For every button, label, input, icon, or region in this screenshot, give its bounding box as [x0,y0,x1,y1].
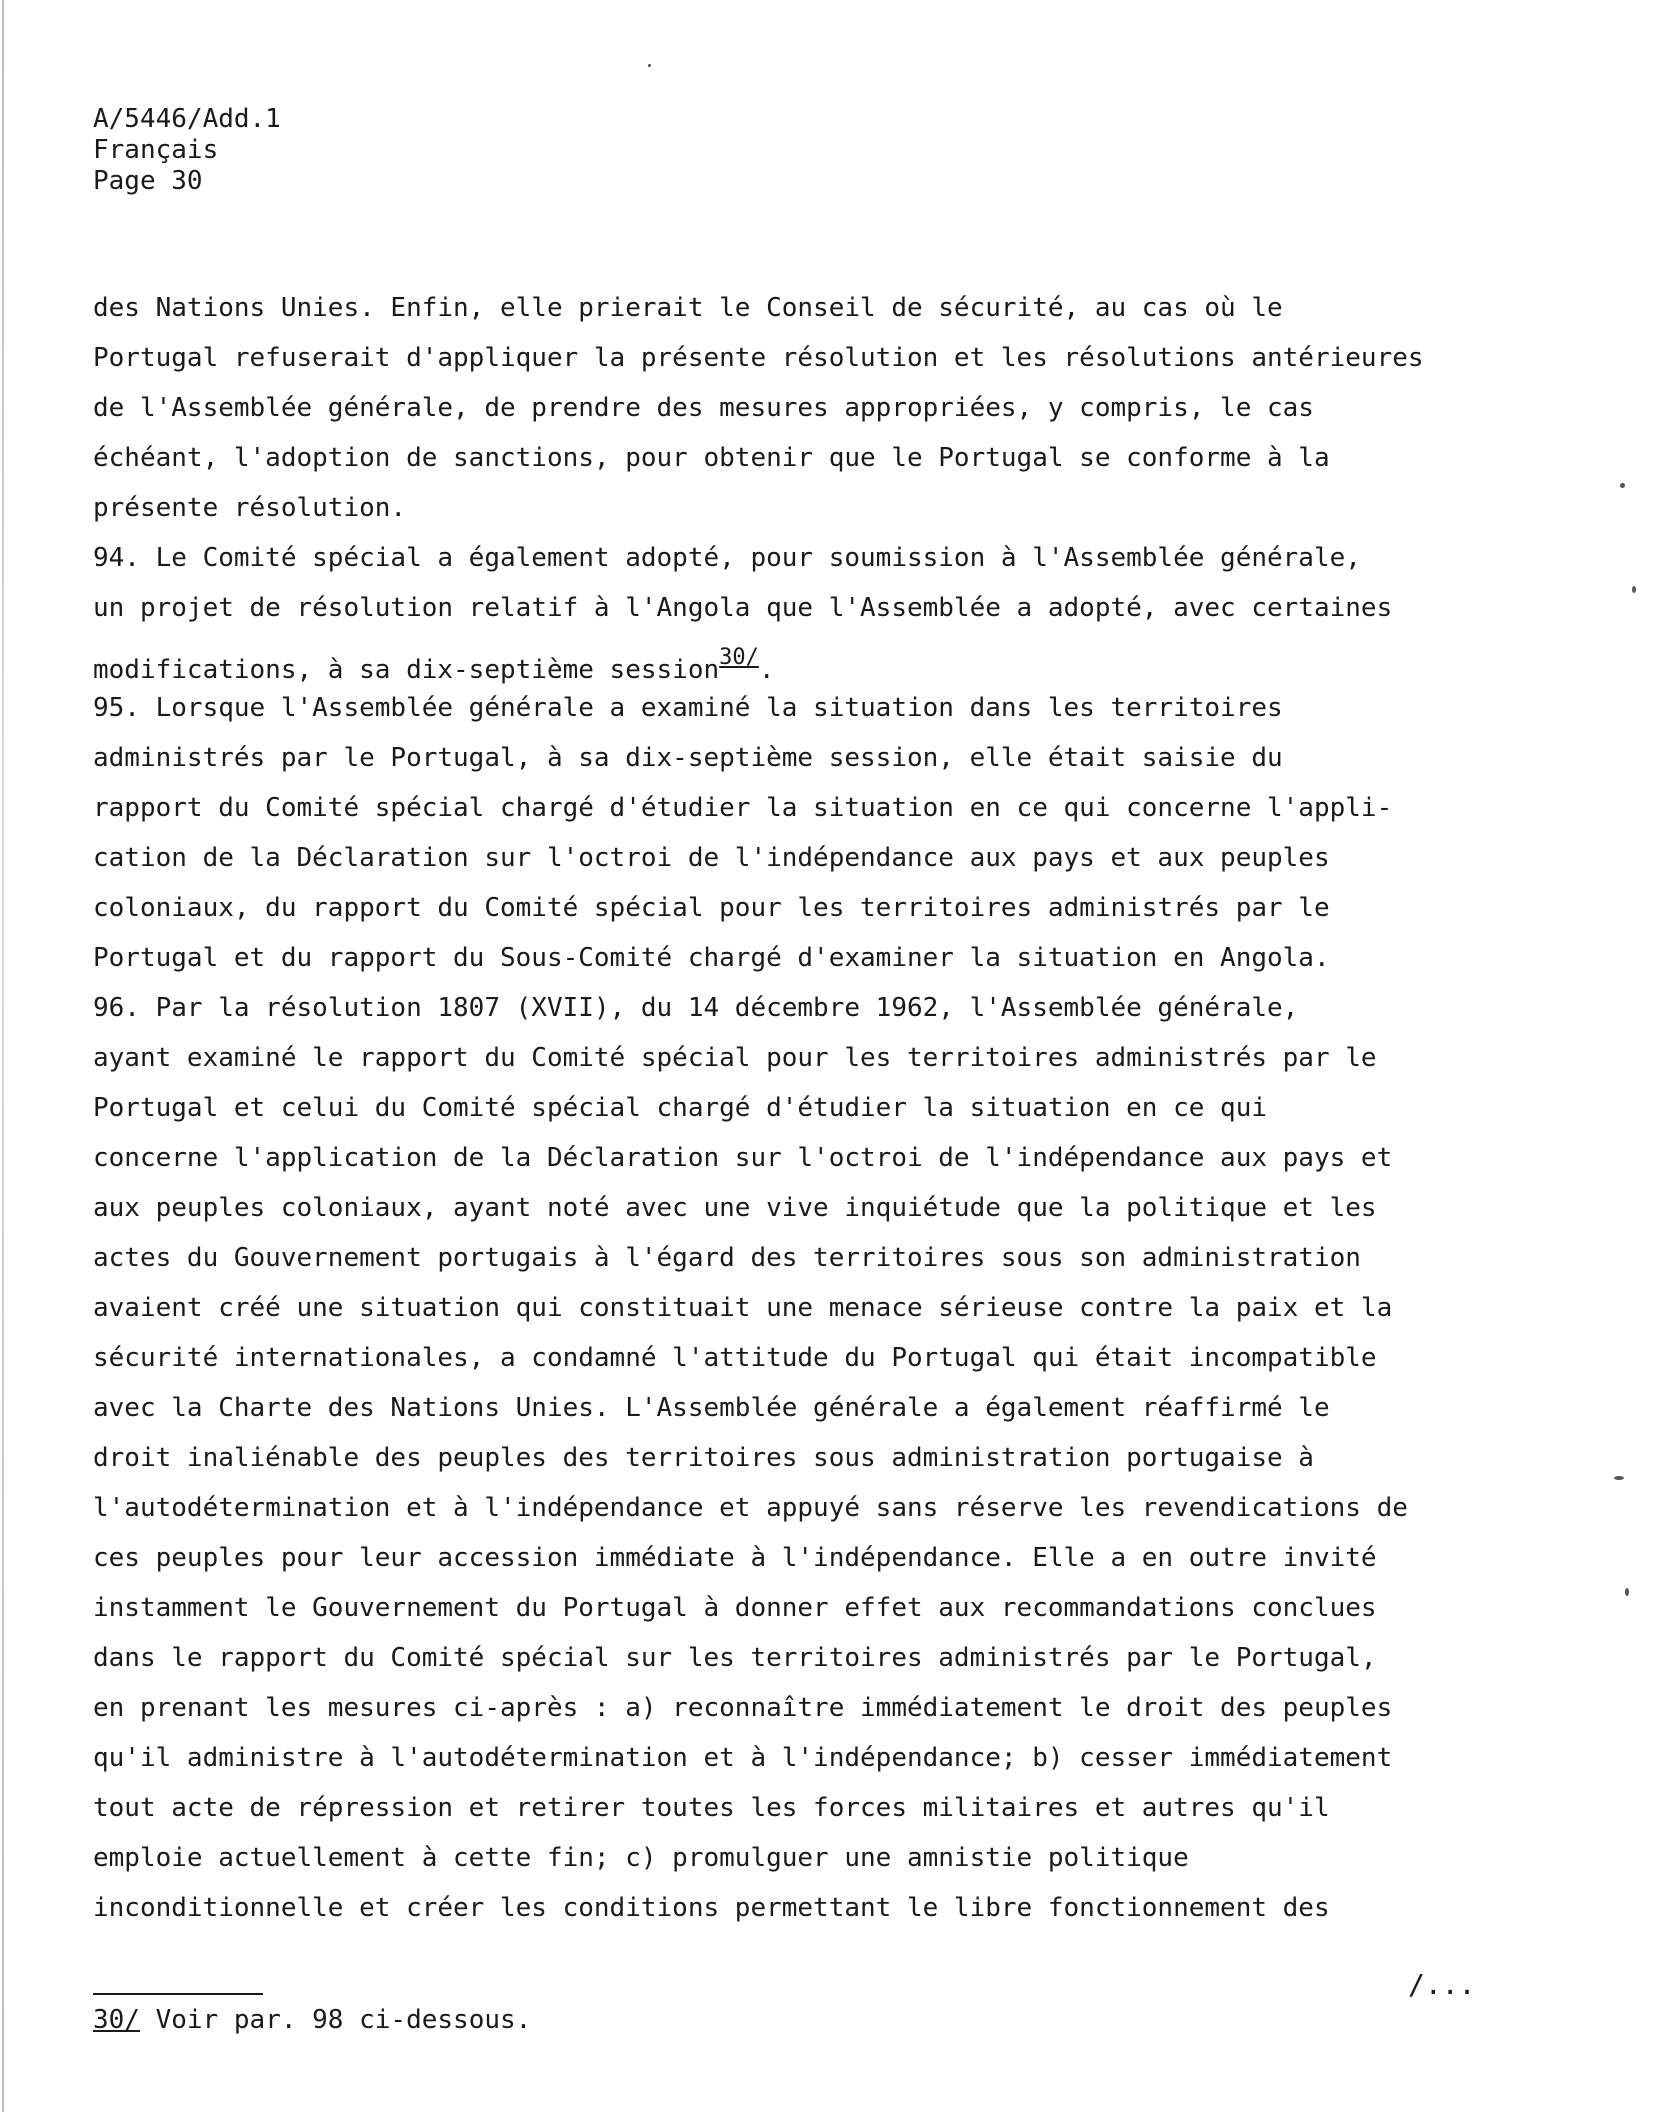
scan-speck [648,64,651,67]
text-segment: modifications, à sa dix-septième session [93,655,720,685]
text-line: de l'Assemblée générale, de prendre des mesures appropriées, y compris, le cas [93,393,1314,423]
footnote-marker: 30/ [93,2005,140,2035]
text-line: dans le rapport du Comité spécial sur les territoires administrés par le Portugal, [93,1643,1377,1673]
sentence-end: . [758,655,775,685]
text-line: Portugal refuserait d'appliquer la présente résolution et les résolutions antérieures [93,343,1424,373]
document-header [93,104,281,197]
text-line: inconditionnelle et créer les conditions permettant le libre fonctionnement des [93,1893,1330,1923]
text-line: tout acte de répression et retirer toutes les forces militaires et autres qu'il [93,1793,1330,1823]
paragraph-96-start: 96. Par la résolution 1807 (XVII), du 14 décembre 1962, l'Assemblée générale, [93,993,1299,1023]
paragraph-95-start: 95. Lorsque l'Assemblée générale a examiné la situation dans les territoires [93,693,1283,723]
text-line: instamment le Gouvernement du Portugal à donner effet aux recommandations conclues [93,1593,1377,1623]
text-line: concerne l'application de la Déclaration sur l'octroi de l'indépendance aux pays et [93,1143,1393,1173]
text-line-with-footnote-ref [93,633,1533,683]
text-line: actes du Gouvernement portugais à l'égard des territoires sous son administration [93,1243,1361,1273]
scan-speck [1625,1588,1629,1596]
scan-edge-rule [2,0,4,2112]
paragraph-94-start: 94. Le Comité spécial a également adopté, pour soumission à l'Assemblée générale, [93,543,1361,573]
text-line: avaient créé une situation qui constituait une menace sérieuse contre la paix et la [93,1293,1393,1323]
body-text [93,283,1533,1933]
text-line: avec la Charte des Nations Unies. L'Assemblée générale a également réaffirmé le [93,1393,1330,1423]
footnote-text: Voir par. 98 ci-dessous. [139,2005,532,2035]
footnote-divider [93,1993,263,1995]
text-line: ayant examiné le rapport du Comité spécial pour les territoires administrés par le [93,1043,1377,1073]
text-line: emploie actuellement à cette fin; c) promulguer une amnistie politique [93,1843,1189,1873]
text-line: rapport du Comité spécial chargé d'étudier la situation en ce qui concerne l'appli- [93,793,1393,823]
text-line: administrés par le Portugal, à sa dix-septième session, elle était saisie du [93,743,1283,773]
text-line: droit inaliénable des peuples des territoires sous administration portugaise à [93,1443,1314,1473]
text-line: cation de la Déclaration sur l'octroi de l'indépendance aux pays et aux peuples [93,843,1330,873]
text-line: présente résolution. [93,493,407,523]
text-line: qu'il administre à l'autodétermination et à l'indépendance; b) cesser immédiatement [93,1743,1393,1773]
page-number: Page 30 [93,166,203,196]
text-line: échéant, l'adoption de sanctions, pour obtenir que le Portugal se conforme à la [93,443,1330,473]
text-line: des Nations Unies. Enfin, elle prierait le Conseil de sécurité, au cas où le [93,293,1283,323]
footnote-30 [93,2002,531,2038]
scan-speck [1620,483,1625,488]
text-line: un projet de résolution relatif à l'Angola que l'Assemblée a adopté, avec certaines [93,593,1393,623]
text-line: Portugal et celui du Comité spécial chargé d'étudier la situation en ce qui [93,1093,1267,1123]
text-line: aux peuples coloniaux, ayant noté avec une vive inquiétude que la politique et les [93,1193,1377,1223]
continuation-mark: /... [1408,1968,1476,2001]
document-language: Français [93,135,219,165]
document-symbol: A/5446/Add.1 [93,104,281,134]
text-line: l'autodétermination et à l'indépendance et appuyé sans réserve les revendications de [93,1493,1408,1523]
text-line: Portugal et du rapport du Sous-Comité chargé d'examiner la situation en Angola. [93,943,1330,973]
text-line: en prenant les mesures ci-après : a) reconnaître immédiatement le droit des peuples [93,1693,1393,1723]
scan-speck [1614,1476,1624,1480]
text-line: ces peuples pour leur accession immédiate à l'indépendance. Elle a en outre invité [93,1543,1377,1573]
text-line: coloniaux, du rapport du Comité spécial pour les territoires administrés par le [93,893,1330,923]
footnote-reference-30: 30/ [719,645,759,670]
text-line: sécurité internationales, a condamné l'attitude du Portugal qui était incompatible [93,1343,1377,1373]
scan-speck [1632,586,1636,593]
